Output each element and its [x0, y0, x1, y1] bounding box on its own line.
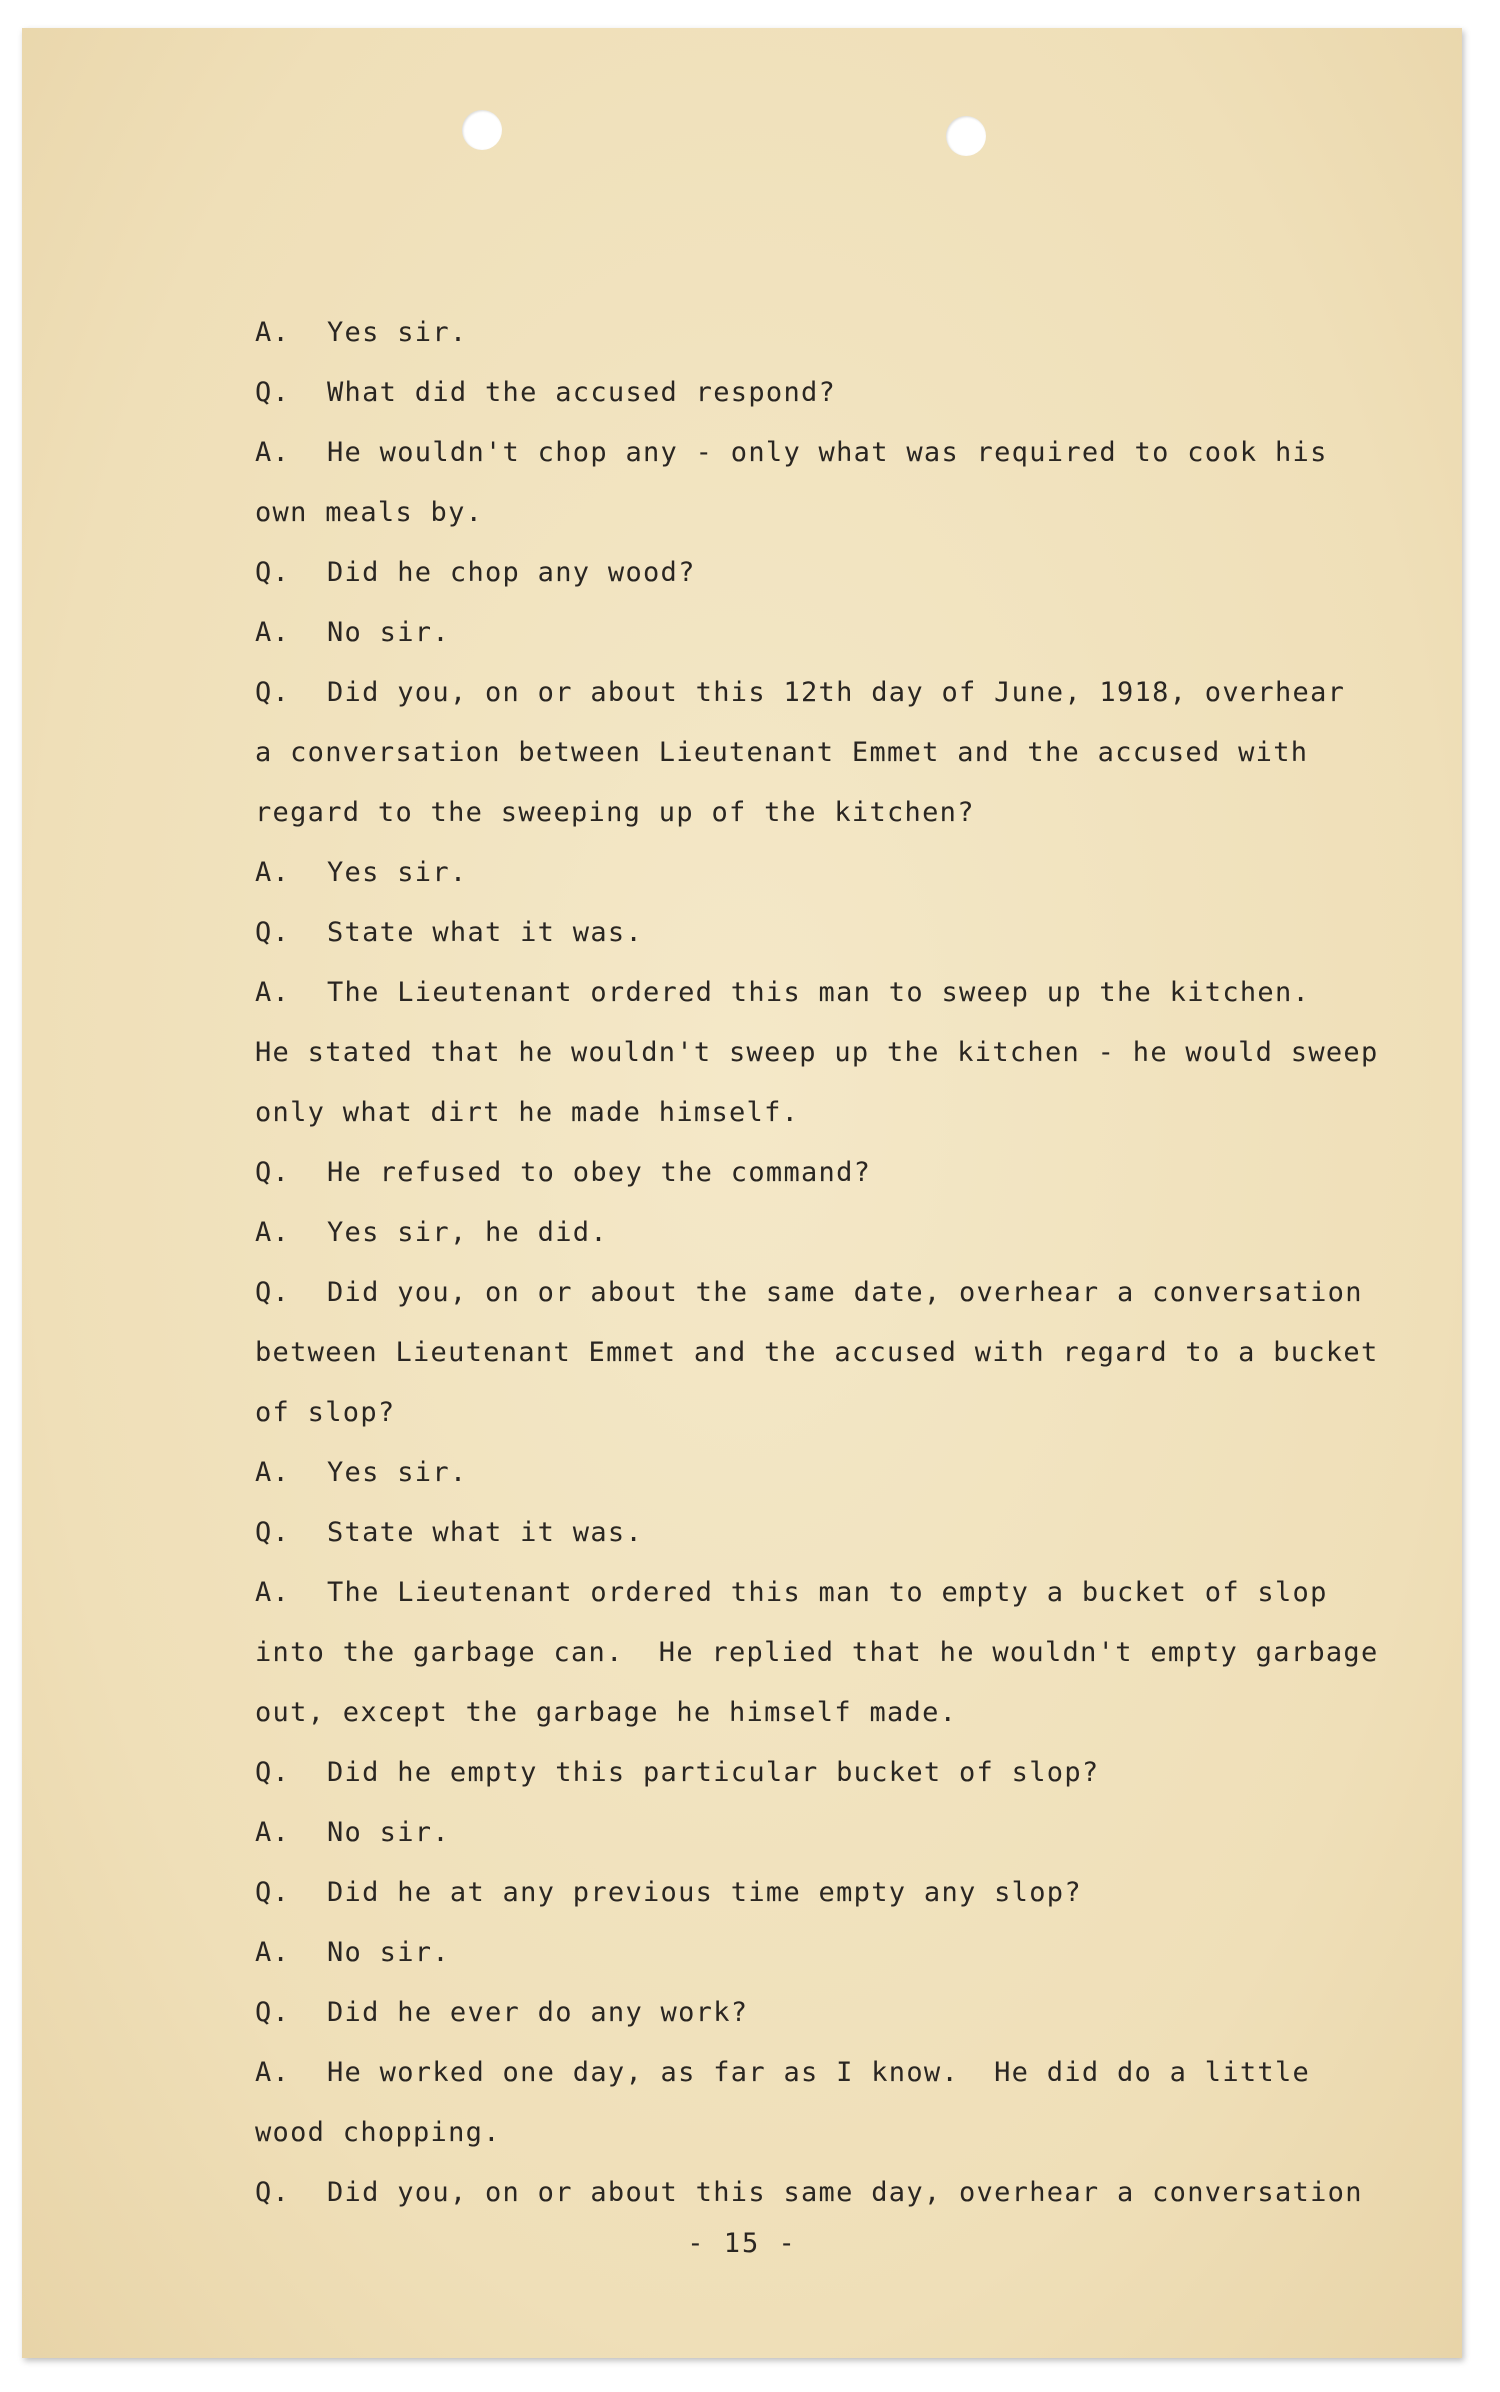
transcript-line	[255, 1743, 1435, 1803]
speaker-label: Q.	[255, 1877, 291, 1908]
transcript-line	[255, 1683, 1435, 1743]
line-text: Did he chop any wood?	[327, 557, 696, 588]
transcript-line	[255, 603, 1435, 663]
transcript-line	[255, 1383, 1435, 1443]
transcript-line	[255, 1623, 1435, 1683]
line-text: Did he at any previous time empty any slop?	[327, 1877, 1082, 1908]
transcript-line	[255, 303, 1435, 363]
transcript-line	[255, 483, 1435, 543]
speaker-label: Q.	[255, 557, 291, 588]
transcript-line	[255, 2103, 1435, 2163]
transcript-line	[255, 2163, 1435, 2223]
transcript-line	[255, 783, 1435, 843]
speaker-label: A.	[255, 977, 291, 1008]
speaker-label: Q.	[255, 377, 291, 408]
speaker-label: Q.	[255, 1757, 291, 1788]
transcript-line	[255, 1083, 1435, 1143]
punch-hole-right	[946, 116, 986, 156]
line-text: Did you, on or about this same day, overhear a conversation	[327, 2177, 1363, 2208]
speaker-label: A.	[255, 1577, 291, 1608]
speaker-label: A.	[255, 317, 291, 348]
transcript-line	[255, 963, 1435, 1023]
transcript-line	[255, 1503, 1435, 1563]
line-text: Did you, on or about the same date, overhear a conversation	[327, 1277, 1363, 1308]
speaker-label: Q.	[255, 1157, 291, 1188]
line-text: No sir.	[327, 1937, 450, 1968]
line-text: No sir.	[327, 617, 450, 648]
line-text: of slop?	[255, 1397, 396, 1428]
speaker-label: A.	[255, 1217, 291, 1248]
line-text: out, except the garbage he himself made.	[255, 1697, 958, 1728]
speaker-label: Q.	[255, 2177, 291, 2208]
page-number: - 15 -	[687, 2228, 797, 2259]
speaker-label: A.	[255, 437, 291, 468]
transcript-line	[255, 1923, 1435, 1983]
transcript-line	[255, 543, 1435, 603]
transcript-line	[255, 723, 1435, 783]
transcript-line	[255, 843, 1435, 903]
line-text: He wouldn't chop any - only what was required to cook his	[327, 437, 1328, 468]
speaker-label: Q.	[255, 1277, 291, 1308]
transcript-line	[255, 1563, 1435, 1623]
line-text: What did the accused respond?	[327, 377, 837, 408]
transcript-line	[255, 423, 1435, 483]
speaker-label: Q.	[255, 1997, 291, 2028]
line-text: own meals by.	[255, 497, 484, 528]
punch-hole-left	[462, 110, 502, 150]
speaker-label: A.	[255, 617, 291, 648]
speaker-label: A.	[255, 2057, 291, 2088]
transcript-line	[255, 1803, 1435, 1863]
transcript-line	[255, 1143, 1435, 1203]
transcript-line	[255, 1443, 1435, 1503]
line-text: Did he ever do any work?	[327, 1997, 749, 2028]
line-text: only what dirt he made himself.	[255, 1097, 800, 1128]
line-text: State what it was.	[327, 917, 643, 948]
line-text: Yes sir.	[327, 317, 468, 348]
testimony-transcript	[255, 303, 1435, 2223]
line-text: The Lieutenant ordered this man to empty a bucket of slop	[327, 1577, 1328, 1608]
line-text: Yes sir.	[327, 857, 468, 888]
line-text: wood chopping.	[255, 2117, 501, 2148]
transcript-line	[255, 363, 1435, 423]
transcript-line	[255, 1323, 1435, 1383]
transcript-line	[255, 903, 1435, 963]
speaker-label: A.	[255, 1937, 291, 1968]
document-page	[22, 28, 1462, 2358]
speaker-label: Q.	[255, 677, 291, 708]
line-text: Yes sir, he did.	[327, 1217, 608, 1248]
transcript-line	[255, 1983, 1435, 2043]
transcript-line	[255, 663, 1435, 723]
line-text: into the garbage can. He replied that he wouldn't empty garbage	[255, 1637, 1379, 1668]
line-text: regard to the sweeping up of the kitchen?	[255, 797, 975, 828]
line-text: State what it was.	[327, 1517, 643, 1548]
line-text: He stated that he wouldn't sweep up the kitchen - he would sweep	[255, 1037, 1379, 1068]
line-text: The Lieutenant ordered this man to sweep up the kitchen.	[327, 977, 1311, 1008]
speaker-label: Q.	[255, 917, 291, 948]
transcript-line	[255, 1863, 1435, 1923]
line-text: Did you, on or about this 12th day of June, 1918, overhear	[327, 677, 1346, 708]
transcript-line	[255, 1203, 1435, 1263]
line-text: No sir.	[327, 1817, 450, 1848]
line-text: a conversation between Lieutenant Emmet and the accused with	[255, 737, 1309, 768]
speaker-label: A.	[255, 1457, 291, 1488]
speaker-label: A.	[255, 1817, 291, 1848]
transcript-line	[255, 1263, 1435, 1323]
speaker-label: A.	[255, 857, 291, 888]
line-text: He worked one day, as far as I know. He did do a little	[327, 2057, 1311, 2088]
line-text: Did he empty this particular bucket of slop?	[327, 1757, 1100, 1788]
line-text: between Lieutenant Emmet and the accused with regard to a bucket	[255, 1337, 1379, 1368]
speaker-label: Q.	[255, 1517, 291, 1548]
transcript-line	[255, 2043, 1435, 2103]
line-text: He refused to obey the command?	[327, 1157, 872, 1188]
transcript-line	[255, 1023, 1435, 1083]
line-text: Yes sir.	[327, 1457, 468, 1488]
